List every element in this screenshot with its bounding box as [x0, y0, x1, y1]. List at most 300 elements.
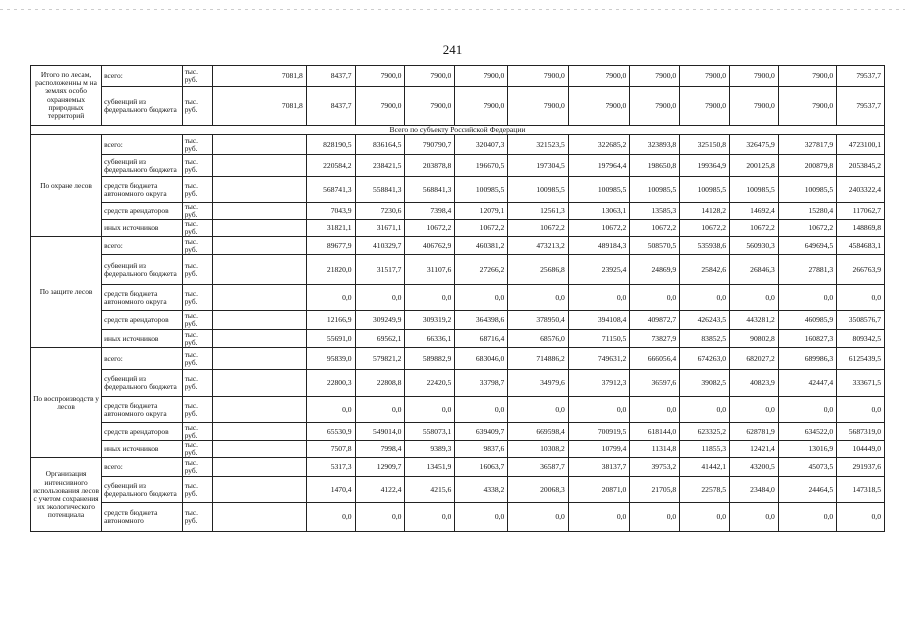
value-cell: 4122,4 [355, 477, 405, 503]
value-cell: 0,0 [730, 285, 779, 311]
page-number: 241 [442, 42, 463, 57]
empty-cell [213, 255, 306, 285]
unit-label: тыс. руб. [182, 177, 213, 203]
table-row [31, 66, 885, 87]
budget-table [30, 65, 885, 532]
value-cell: 7900,0 [455, 66, 508, 87]
value-cell: 90802,8 [730, 330, 779, 348]
value-cell: 7900,0 [778, 66, 836, 87]
value-cell: 68716,4 [455, 330, 508, 348]
value-cell: 10672,2 [455, 220, 508, 237]
unit-label: тыс. руб. [182, 441, 213, 458]
value-cell: 326475,9 [730, 135, 779, 155]
value-cell: 7900,0 [355, 66, 405, 87]
row-type-label: средств бюджета автономного [102, 503, 183, 532]
value-cell: 100985,5 [730, 177, 779, 203]
value-cell: 7998,4 [355, 441, 405, 458]
value-cell: 7900,0 [405, 87, 455, 126]
empty-cell [213, 330, 306, 348]
value-cell: 0,0 [680, 397, 730, 423]
value-cell: 2053845,2 [837, 155, 885, 177]
value-cell: 20068,3 [508, 477, 568, 503]
row-type-label: всего: [102, 458, 183, 477]
value-cell: 10672,2 [630, 220, 680, 237]
value-cell: 89677,9 [306, 237, 355, 255]
row-type-label: субвенций из федерального бюджета [102, 477, 183, 503]
value-cell: 21820,0 [306, 255, 355, 285]
value-cell: 45073,5 [778, 458, 836, 477]
value-cell: 100985,5 [455, 177, 508, 203]
value-cell: 333671,5 [837, 370, 885, 397]
unit-label: тыс. руб. [182, 255, 213, 285]
unit-label: тыс. руб. [182, 503, 213, 532]
value-cell: 31671,1 [355, 220, 405, 237]
value-cell: 0,0 [455, 285, 508, 311]
value-cell: 0,0 [730, 397, 779, 423]
value-cell: 11855,3 [680, 441, 730, 458]
unit-label: тыс. руб. [182, 423, 213, 441]
value-cell: 669598,4 [508, 423, 568, 441]
value-cell: 7043,9 [306, 203, 355, 220]
value-cell: 836164,5 [355, 135, 405, 155]
value-cell: 443281,2 [730, 311, 779, 330]
value-cell: 579821,2 [355, 348, 405, 370]
value-cell: 683046,0 [455, 348, 508, 370]
value-cell: 22808,8 [355, 370, 405, 397]
unit-label: тыс. руб. [182, 397, 213, 423]
value-cell: 460985,9 [778, 311, 836, 330]
value-cell: 147318,5 [837, 477, 885, 503]
value-cell: 10308,2 [508, 441, 568, 458]
value-cell: 39082,5 [680, 370, 730, 397]
value-cell: 7900,0 [680, 87, 730, 126]
value-cell: 0,0 [680, 285, 730, 311]
row-type-label: субвенций из федерального бюджета [102, 255, 183, 285]
table-row [31, 423, 885, 441]
value-cell: 4723100,1 [837, 135, 885, 155]
value-cell: 73827,9 [630, 330, 680, 348]
unit-label: тыс. руб. [182, 66, 213, 87]
value-cell: 682027,2 [730, 348, 779, 370]
empty-cell [213, 135, 306, 155]
table-row [31, 237, 885, 255]
value-cell: 560930,3 [730, 237, 779, 255]
value-cell: 0,0 [730, 503, 779, 532]
banner-cell: Всего по субъекту Российской Федерации [31, 126, 885, 135]
value-cell: 394108,4 [568, 311, 630, 330]
value-cell: 0,0 [508, 285, 568, 311]
row-type-label: средств арендаторов [102, 423, 183, 441]
value-cell: 14692,4 [730, 203, 779, 220]
row-type-label: иных источников [102, 441, 183, 458]
empty-cell [213, 423, 306, 441]
value-cell: 618144,0 [630, 423, 680, 441]
row-type-label: всего: [102, 135, 183, 155]
value-cell: 12421,4 [730, 441, 779, 458]
unit-label: тыс. руб. [182, 155, 213, 177]
value-cell: 100985,5 [778, 177, 836, 203]
value-cell: 0,0 [405, 503, 455, 532]
value-cell: 0,0 [455, 503, 508, 532]
value-cell: 674263,0 [680, 348, 730, 370]
empty-cell [213, 503, 306, 532]
value-cell: 364398,6 [455, 311, 508, 330]
value-cell: 7230,6 [355, 203, 405, 220]
value-cell: 43200,5 [730, 458, 779, 477]
value-cell: 197304,5 [508, 155, 568, 177]
value-cell: 0,0 [455, 397, 508, 423]
value-cell: 291937,6 [837, 458, 885, 477]
value-cell: 0,0 [405, 397, 455, 423]
value-cell: 535938,6 [680, 237, 730, 255]
value-cell: 38137,7 [568, 458, 630, 477]
value-cell: 40823,9 [730, 370, 779, 397]
value-cell: 13451,9 [405, 458, 455, 477]
section-title: Организация интенсивного использования лесов с учетом сохранения их экологического потенциала [31, 458, 102, 532]
value-cell: 21705,8 [630, 477, 680, 503]
value-cell: 15280,4 [778, 203, 836, 220]
empty-cell [213, 370, 306, 397]
scan-artifact-line [0, 9, 905, 10]
value-cell: 24464,5 [778, 477, 836, 503]
value-cell: 549014,0 [355, 423, 405, 441]
unit-label: тыс. руб. [182, 220, 213, 237]
value-cell: 714886,2 [508, 348, 568, 370]
value-cell: 24869,9 [630, 255, 680, 285]
value-cell: 238421,5 [355, 155, 405, 177]
value-cell: 568741,3 [306, 177, 355, 203]
value-cell: 460381,2 [455, 237, 508, 255]
value-cell: 197964,4 [568, 155, 630, 177]
value-cell: 2403322,4 [837, 177, 885, 203]
unit-label: тыс. руб. [182, 330, 213, 348]
value-cell: 568841,3 [405, 177, 455, 203]
unit-label: тыс. руб. [182, 311, 213, 330]
value-cell: 649694,5 [778, 237, 836, 255]
value-cell: 11314,8 [630, 441, 680, 458]
value-cell: 22578,5 [680, 477, 730, 503]
value-cell: 426243,5 [680, 311, 730, 330]
value-cell: 0,0 [306, 285, 355, 311]
value-cell: 6125439,5 [837, 348, 885, 370]
value-cell: 100985,5 [568, 177, 630, 203]
value-cell: 558073,1 [405, 423, 455, 441]
value-cell: 7900,0 [630, 87, 680, 126]
table-row [31, 177, 885, 203]
value-cell: 639409,7 [455, 423, 508, 441]
value-cell: 13016,9 [778, 441, 836, 458]
value-cell: 100985,5 [630, 177, 680, 203]
value-cell: 200879,8 [778, 155, 836, 177]
value-cell: 7081,8 [213, 66, 306, 87]
value-cell: 0,0 [837, 503, 885, 532]
value-cell: 0,0 [778, 503, 836, 532]
row-type-label: средств бюджета автономного округа [102, 285, 183, 311]
table-row [31, 370, 885, 397]
value-cell: 7900,0 [355, 87, 405, 126]
value-cell: 100985,5 [508, 177, 568, 203]
value-cell: 0,0 [778, 397, 836, 423]
value-cell: 410329,7 [355, 237, 405, 255]
row-type-label: субвенций из федерального бюджета [102, 87, 183, 126]
value-cell: 220584,2 [306, 155, 355, 177]
value-cell: 809342,5 [837, 330, 885, 348]
value-cell: 69562,1 [355, 330, 405, 348]
value-cell: 12561,3 [508, 203, 568, 220]
unit-label: тыс. руб. [182, 285, 213, 311]
value-cell: 16063,7 [455, 458, 508, 477]
table-row [31, 441, 885, 458]
value-cell: 71150,5 [568, 330, 630, 348]
value-cell: 0,0 [405, 285, 455, 311]
value-cell: 14128,2 [680, 203, 730, 220]
row-type-label: средств бюджета автономного округа [102, 177, 183, 203]
row-type-label: средств бюджета автономного округа [102, 397, 183, 423]
table-body [31, 66, 885, 532]
row-type-label: иных источников [102, 330, 183, 348]
value-cell: 7081,8 [213, 87, 306, 126]
value-cell: 323893,8 [630, 135, 680, 155]
value-cell: 0,0 [630, 397, 680, 423]
value-cell: 3508576,7 [837, 311, 885, 330]
table-row [31, 477, 885, 503]
section-title: Итого по лесам, расположенны м на землях особо охраняемых природных территорий [31, 66, 102, 126]
value-cell: 12909,7 [355, 458, 405, 477]
value-cell: 200125,8 [730, 155, 779, 177]
value-cell: 7900,0 [508, 87, 568, 126]
table-row [31, 311, 885, 330]
value-cell: 148869,8 [837, 220, 885, 237]
value-cell: 0,0 [355, 503, 405, 532]
value-cell: 489184,3 [568, 237, 630, 255]
value-cell: 266763,9 [837, 255, 885, 285]
value-cell: 9837,6 [455, 441, 508, 458]
value-cell: 473213,2 [508, 237, 568, 255]
value-cell: 199364,9 [680, 155, 730, 177]
unit-label: тыс. руб. [182, 203, 213, 220]
value-cell: 22420,5 [405, 370, 455, 397]
value-cell: 37912,3 [568, 370, 630, 397]
value-cell: 10672,2 [730, 220, 779, 237]
row-type-label: всего: [102, 66, 183, 87]
table-row [31, 458, 885, 477]
value-cell: 36597,6 [630, 370, 680, 397]
value-cell: 27266,2 [455, 255, 508, 285]
value-cell: 0,0 [306, 503, 355, 532]
table-row [31, 155, 885, 177]
value-cell: 42447,4 [778, 370, 836, 397]
table-row [31, 397, 885, 423]
empty-cell [213, 397, 306, 423]
value-cell: 7900,0 [508, 66, 568, 87]
value-cell: 79537,7 [837, 66, 885, 87]
value-cell: 31821,1 [306, 220, 355, 237]
value-cell: 309319,2 [405, 311, 455, 330]
value-cell: 7900,0 [778, 87, 836, 126]
value-cell: 13585,3 [630, 203, 680, 220]
empty-cell [213, 348, 306, 370]
empty-cell [213, 285, 306, 311]
value-cell: 0,0 [568, 285, 630, 311]
unit-label: тыс. руб. [182, 87, 213, 126]
value-cell: 558841,3 [355, 177, 405, 203]
value-cell: 0,0 [568, 503, 630, 532]
value-cell: 66336,1 [405, 330, 455, 348]
value-cell: 117062,7 [837, 203, 885, 220]
banner-row [31, 126, 885, 135]
value-cell: 104449,0 [837, 441, 885, 458]
row-type-label: субвенций из федерального бюджета [102, 155, 183, 177]
value-cell: 320407,3 [455, 135, 508, 155]
value-cell: 10799,4 [568, 441, 630, 458]
value-cell: 31107,6 [405, 255, 455, 285]
section-title: По защите лесов [31, 237, 102, 348]
unit-label: тыс. руб. [182, 135, 213, 155]
value-cell: 12166,9 [306, 311, 355, 330]
value-cell: 508570,5 [630, 237, 680, 255]
row-type-label: средств арендаторов [102, 203, 183, 220]
value-cell: 7507,8 [306, 441, 355, 458]
value-cell: 666056,4 [630, 348, 680, 370]
value-cell: 309249,9 [355, 311, 405, 330]
value-cell: 0,0 [778, 285, 836, 311]
value-cell: 7900,0 [568, 66, 630, 87]
value-cell: 196670,5 [455, 155, 508, 177]
unit-label: тыс. руб. [182, 370, 213, 397]
value-cell: 700919,5 [568, 423, 630, 441]
value-cell: 23925,4 [568, 255, 630, 285]
value-cell: 0,0 [306, 397, 355, 423]
table-row [31, 255, 885, 285]
value-cell: 10672,2 [568, 220, 630, 237]
value-cell: 378950,4 [508, 311, 568, 330]
value-cell: 23484,0 [730, 477, 779, 503]
value-cell: 31517,7 [355, 255, 405, 285]
section-title: По охране лесов [31, 135, 102, 237]
value-cell: 13063,1 [568, 203, 630, 220]
value-cell: 634522,0 [778, 423, 836, 441]
value-cell: 10672,2 [778, 220, 836, 237]
value-cell: 749631,2 [568, 348, 630, 370]
value-cell: 79537,7 [837, 87, 885, 126]
value-cell: 39753,2 [630, 458, 680, 477]
value-cell: 0,0 [355, 285, 405, 311]
value-cell: 0,0 [355, 397, 405, 423]
value-cell: 406762,9 [405, 237, 455, 255]
value-cell: 9389,3 [405, 441, 455, 458]
value-cell: 22800,3 [306, 370, 355, 397]
value-cell: 41442,1 [680, 458, 730, 477]
empty-cell [213, 203, 306, 220]
row-type-label: субвенций из федерального бюджета [102, 370, 183, 397]
value-cell: 7900,0 [730, 66, 779, 87]
value-cell: 0,0 [508, 397, 568, 423]
value-cell: 83852,5 [680, 330, 730, 348]
table-row [31, 348, 885, 370]
value-cell: 160827,3 [778, 330, 836, 348]
unit-label: тыс. руб. [182, 237, 213, 255]
value-cell: 327817,9 [778, 135, 836, 155]
value-cell: 5687319,0 [837, 423, 885, 441]
unit-label: тыс. руб. [182, 477, 213, 503]
value-cell: 55691,0 [306, 330, 355, 348]
value-cell: 409872,7 [630, 311, 680, 330]
value-cell: 5317,3 [306, 458, 355, 477]
value-cell: 95839,0 [306, 348, 355, 370]
empty-cell [213, 477, 306, 503]
value-cell: 7900,0 [680, 66, 730, 87]
table-row [31, 87, 885, 126]
value-cell: 68576,0 [508, 330, 568, 348]
empty-cell [213, 237, 306, 255]
value-cell: 828190,5 [306, 135, 355, 155]
value-cell: 4338,2 [455, 477, 508, 503]
value-cell: 0,0 [568, 397, 630, 423]
table-row [31, 503, 885, 532]
value-cell: 0,0 [630, 503, 680, 532]
value-cell: 7900,0 [405, 66, 455, 87]
value-cell: 65530,9 [306, 423, 355, 441]
value-cell: 33798,7 [455, 370, 508, 397]
value-cell: 0,0 [630, 285, 680, 311]
unit-label: тыс. руб. [182, 348, 213, 370]
value-cell: 0,0 [837, 397, 885, 423]
value-cell: 27881,3 [778, 255, 836, 285]
value-cell: 7900,0 [630, 66, 680, 87]
value-cell: 26846,3 [730, 255, 779, 285]
row-type-label: средств арендаторов [102, 311, 183, 330]
value-cell: 198650,8 [630, 155, 680, 177]
table-row [31, 135, 885, 155]
value-cell: 623325,2 [680, 423, 730, 441]
value-cell: 7900,0 [568, 87, 630, 126]
value-cell: 4584683,1 [837, 237, 885, 255]
value-cell: 10672,2 [680, 220, 730, 237]
section-title: По воспроизводств у лесов [31, 348, 102, 458]
value-cell: 10672,2 [508, 220, 568, 237]
value-cell: 100985,5 [680, 177, 730, 203]
value-cell: 1470,4 [306, 477, 355, 503]
value-cell: 10672,2 [405, 220, 455, 237]
value-cell: 12079,1 [455, 203, 508, 220]
value-cell: 4215,6 [405, 477, 455, 503]
value-cell: 689986,3 [778, 348, 836, 370]
value-cell: 34979,6 [508, 370, 568, 397]
table-row [31, 203, 885, 220]
value-cell: 25842,6 [680, 255, 730, 285]
unit-label: тыс. руб. [182, 458, 213, 477]
value-cell: 325150,8 [680, 135, 730, 155]
row-type-label: иных источников [102, 220, 183, 237]
value-cell: 0,0 [680, 503, 730, 532]
row-type-label: всего: [102, 348, 183, 370]
value-cell: 589882,9 [405, 348, 455, 370]
empty-cell [213, 177, 306, 203]
value-cell: 628781,9 [730, 423, 779, 441]
value-cell: 7900,0 [455, 87, 508, 126]
value-cell: 7398,4 [405, 203, 455, 220]
table-row [31, 220, 885, 237]
value-cell: 7900,0 [730, 87, 779, 126]
empty-cell [213, 458, 306, 477]
value-cell: 36587,7 [508, 458, 568, 477]
value-cell: 0,0 [508, 503, 568, 532]
table-row [31, 330, 885, 348]
empty-cell [213, 311, 306, 330]
value-cell: 321523,5 [508, 135, 568, 155]
table-row [31, 285, 885, 311]
value-cell: 8437,7 [306, 66, 355, 87]
